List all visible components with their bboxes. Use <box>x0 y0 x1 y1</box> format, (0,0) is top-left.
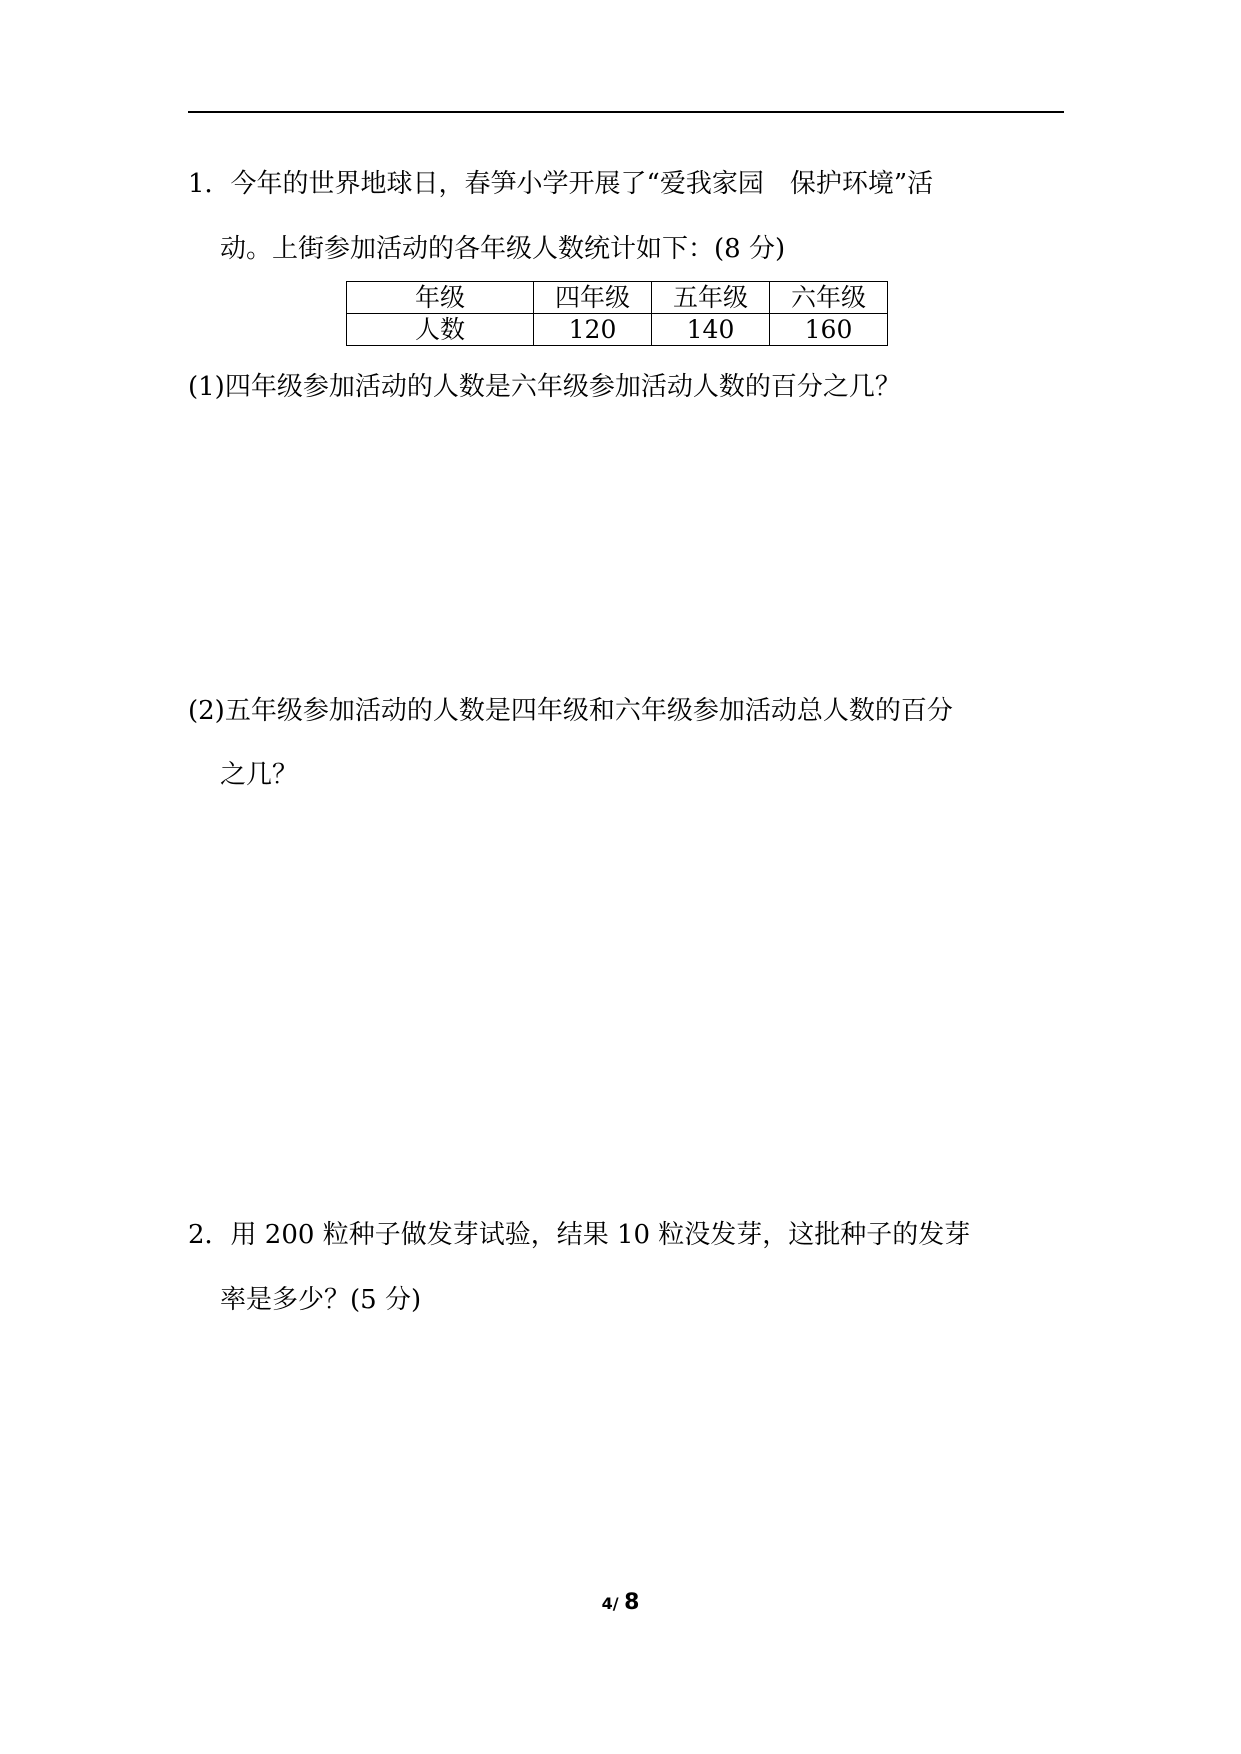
table-row <box>347 282 888 314</box>
table-cell: 六年级 <box>770 282 888 314</box>
table-cell: 人数 <box>347 314 534 346</box>
header-rule <box>188 111 1064 113</box>
question-2-line-2: 率是多少？(5 分) <box>220 1285 422 1315</box>
page-number <box>0 1590 1241 1615</box>
question-1-line-2: 动。上街参加活动的各年级人数统计如下：(8 分) <box>220 234 786 264</box>
table-cell: 五年级 <box>652 282 770 314</box>
question-1-line-1: 1．今年的世界地球日，春笋小学开展了“爱我家园 保护环境”活 <box>188 169 934 199</box>
current-page: 4/ <box>601 1594 619 1613</box>
question-1-part-2-line-1: (2)五年级参加活动的人数是四年级和六年级参加活动总人数的百分 <box>188 696 953 726</box>
total-pages: 8 <box>624 1590 640 1615</box>
table-cell: 160 <box>770 314 888 346</box>
question-1-part-2-line-2: 之几？ <box>220 760 299 790</box>
table-cell: 年级 <box>347 282 534 314</box>
table-cell: 140 <box>652 314 770 346</box>
table-row <box>347 314 888 346</box>
question-1-part-1: (1)四年级参加活动的人数是六年级参加活动人数的百分之几？ <box>188 372 901 402</box>
question-2-line-1: 2．用 200 粒种子做发芽试验，结果 10 粒没发芽，这批种子的发芽 <box>188 1220 971 1250</box>
table-cell: 四年级 <box>534 282 652 314</box>
table-cell: 120 <box>534 314 652 346</box>
grade-participants-table <box>346 281 888 346</box>
